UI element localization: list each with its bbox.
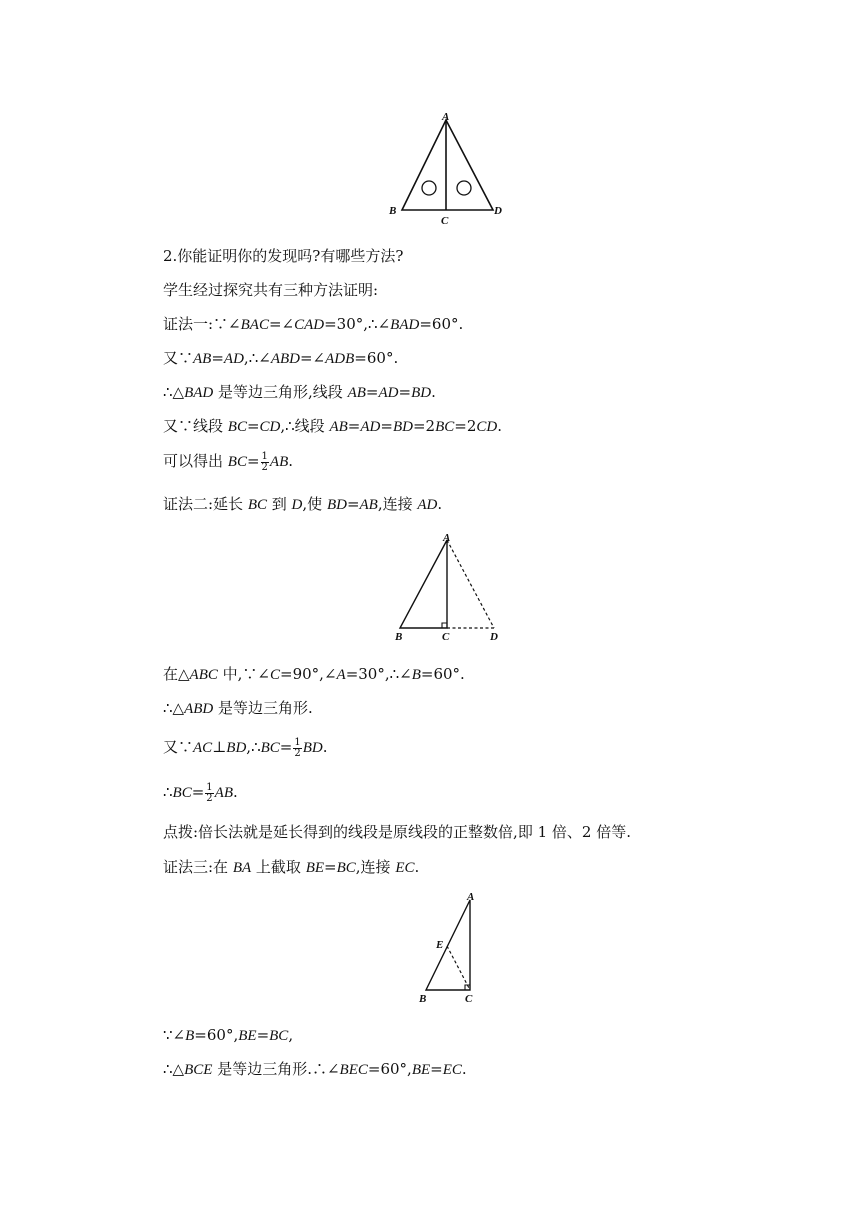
proof-3-line-2: ∴△BCE 是等边三角形.∴∠BEC=60°,BE=EC. — [163, 1060, 467, 1078]
angle-mark-circle-left — [422, 181, 436, 195]
label-b: B — [419, 993, 427, 1005]
figure-2-triangle-abd-extended — [388, 528, 508, 648]
proof-1-line-3: ∴△BAD 是等边三角形,线段 AB=AD=BD. — [163, 383, 436, 401]
figure-1-triangle-abd — [380, 110, 510, 230]
proof-2-line-2: ∴△ABD 是等边三角形. — [163, 699, 313, 717]
right-angle-mark — [442, 623, 447, 628]
label-d: D — [494, 205, 502, 217]
question-2: 2.你能证明你的发现吗?有哪些方法? — [163, 247, 404, 265]
figure-3-triangle-abc-with-e — [412, 888, 492, 1013]
label-a: A — [442, 111, 450, 123]
fraction-one-half: $\frac{1}{2}$ — [261, 450, 268, 473]
proof-1-line-4: 又∵线段 BC=CD,∴线段 AB=AD=BD=2BC=2CD. — [163, 417, 502, 435]
label-a: A — [443, 532, 451, 544]
label-c: C — [442, 631, 450, 643]
proof-2-conclusion: ∴BC= $\frac{1}{2}$ AB. — [163, 781, 238, 804]
label-c: C — [441, 215, 449, 227]
fraction-one-half: $\frac{1}{2}$ — [294, 736, 301, 759]
proof-2-intro: 证法二:延长 BC 到 D,使 BD=AB,连接 AD. — [163, 495, 443, 513]
proof-3-intro: 证法三:在 BA 上截取 BE=BC,连接 EC. — [163, 858, 420, 876]
proof-3-line-1: ∵∠B=60°,BE=BC, — [163, 1026, 294, 1044]
proof-2-line-1: 在△ABC 中,∵∠C=90°,∠A=30°,∴∠B=60°. — [163, 665, 465, 683]
label-e: E — [436, 939, 444, 951]
label-b: B — [395, 631, 403, 643]
proof-1-conclusion: 可以得出 BC= $\frac{1}{2}$ AB. — [163, 450, 294, 473]
label-b: B — [389, 205, 397, 217]
proof-2-line-3: 又∵AC⊥BD,∴BC= $\frac{1}{2}$ BD. — [163, 736, 328, 759]
label-a: A — [467, 891, 475, 903]
fraction-one-half: $\frac{1}{2}$ — [206, 781, 213, 804]
angle-mark-circle-right — [457, 181, 471, 195]
tip-note: 点拨:倍长法就是延长得到的线段是原线段的正整数倍,即 1 倍、2 倍等. — [163, 823, 631, 841]
intro-three-methods: 学生经过探究共有三种方法证明: — [163, 281, 379, 299]
proof-1-line-2: 又∵AB=AD,∴∠ABD=∠ADB=60°. — [163, 349, 399, 367]
label-c: C — [465, 993, 473, 1005]
proof-1-line-1: 证法一:∵∠BAC=∠CAD=30°,∴∠BAD=60°. — [163, 315, 464, 333]
label-d: D — [490, 631, 498, 643]
